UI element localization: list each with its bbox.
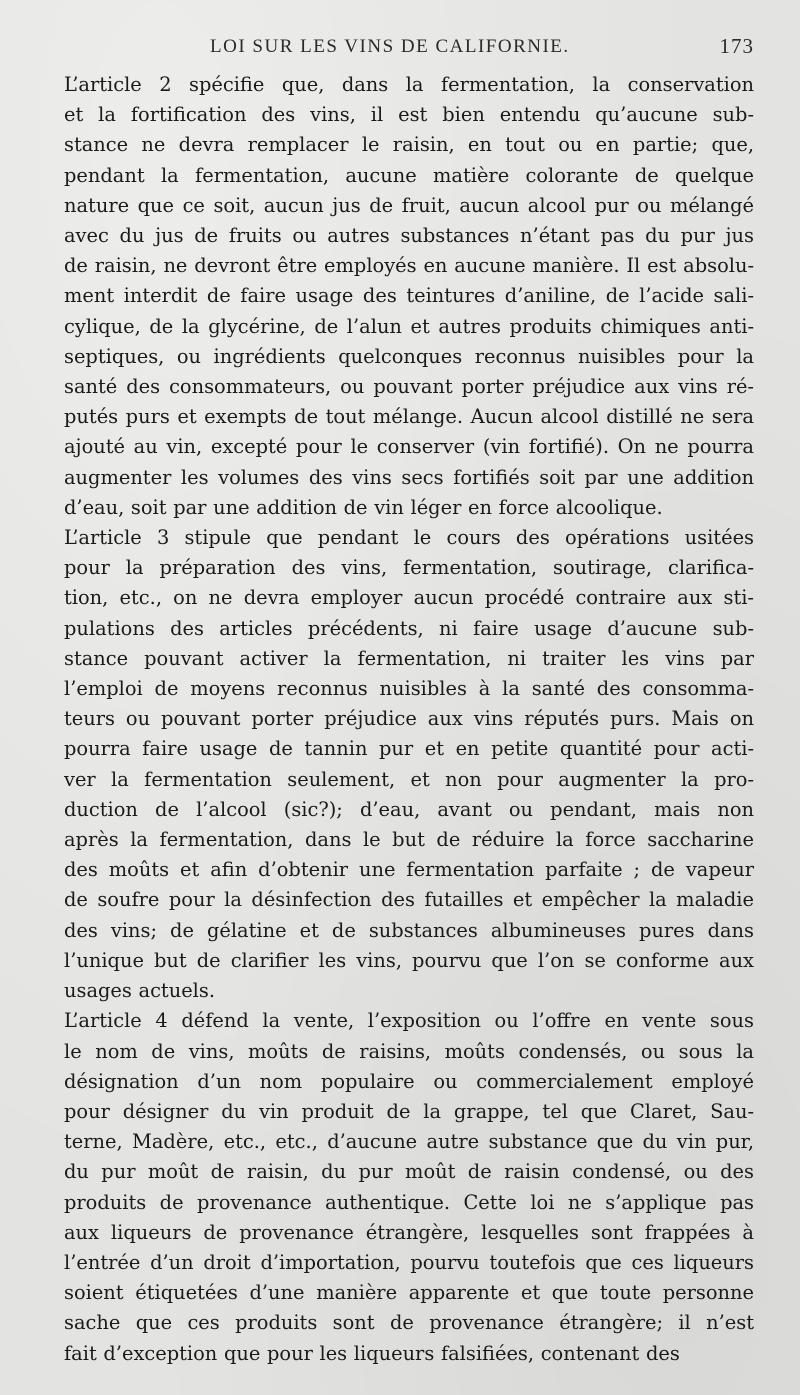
text-line: cylique, de la glycérine, de l’alun et autres produits chimiques anti- bbox=[64, 314, 754, 338]
text-line: aux liqueurs de provenance étrangère, lesquelles sont frappées à bbox=[64, 1220, 754, 1244]
running-head bbox=[50, 34, 754, 64]
text-line: désignation d’un nom populaire ou commercialement employé bbox=[64, 1069, 754, 1093]
text-line: ver la fermentation seulement, et non pour augmenter la pro- bbox=[64, 767, 754, 791]
text-line: tion, etc., on ne devra employer aucun procédé contraire aux sti- bbox=[64, 586, 754, 610]
text-line: santé des consommateurs, ou pouvant porter préjudice aux vins ré- bbox=[64, 375, 754, 399]
text-line: d’eau, soit par une addition de vin léger en force alcoolique. bbox=[64, 495, 663, 519]
text-line: le nom de vins, moûts de raisins, moûts condensés, ou sous la bbox=[64, 1039, 754, 1063]
text-line: septiques, ou ingrédients quelconques reconnus nuisibles pour la bbox=[64, 344, 754, 368]
text-line: ajouté au vin, excepté pour le conserver (vin fortifié). On ne pourra bbox=[64, 435, 754, 459]
text-line: l’entrée d’un droit d’importation, pourvu toutefois que ces liqueurs bbox=[64, 1250, 754, 1274]
text-line: soient étiquetées d’une manière apparente et que toute personne bbox=[64, 1281, 754, 1305]
text-line: pulations des articles précédents, ni faire usage d’aucune sub- bbox=[64, 616, 754, 640]
paragraph-article-3 bbox=[50, 523, 754, 1006]
text-line: pour la préparation des vins, fermentation, soutirage, clarifica- bbox=[64, 556, 754, 580]
text-line: après la fermentation, dans le but de réduire la force saccharine bbox=[64, 828, 754, 852]
text-line: sache que ces produits sont de provenance étrangère; il n’est bbox=[64, 1311, 754, 1335]
text-line: ment interdit de faire usage des teintures d’aniline, de l’acide sali- bbox=[64, 284, 754, 308]
body-text bbox=[50, 70, 754, 1369]
text-line: l’unique but de clarifier les vins, pourvu que l’on se conforme aux bbox=[64, 948, 754, 972]
text-line: teurs ou pouvant porter préjudice aux vins réputés purs. Mais on bbox=[64, 707, 754, 731]
text-line: de raisin, ne devront être employés en aucune manière. Il est absolu- bbox=[64, 254, 754, 278]
text-line: L’article 2 spécifie que, dans la fermentation, la conservation bbox=[64, 73, 754, 96]
text-line: l’emploi de moyens reconnus nuisibles à la santé des consomma- bbox=[64, 677, 754, 701]
text-line: L’article 4 défend la vente, l’exposition ou l’offre en vente sous bbox=[64, 1009, 754, 1033]
text-line: stance pouvant activer la fermentation, ni traiter les vins par bbox=[64, 646, 754, 670]
text-line: de soufre pour la désinfection des futailles et empêcher la maladie bbox=[64, 888, 754, 912]
text-line: des moûts et afin d’obtenir une fermentation parfaite ; de vapeur bbox=[64, 858, 754, 882]
text-line: pendant la fermentation, aucune matière colorante de quelque bbox=[64, 163, 754, 187]
paragraph-article-2 bbox=[50, 70, 754, 523]
text-line: augmenter les volumes des vins secs fortifiés soit par une addition bbox=[64, 465, 754, 489]
text-line: duction de l’alcool (sic?); d’eau, avant ou pendant, mais non bbox=[64, 797, 754, 821]
paragraph-article-4 bbox=[50, 1006, 754, 1368]
text-line: des vins; de gélatine et de substances albumineuses pures dans bbox=[64, 918, 754, 942]
text-line: pourra faire usage de tannin pur et en petite quantité pour acti- bbox=[64, 737, 754, 761]
text-line: terne, Madère, etc., etc., d’aucune autre substance que du vin pur, bbox=[64, 1130, 754, 1154]
text-line: pour désigner du vin produit de la grappe, tel que Claret, Sau- bbox=[64, 1099, 754, 1123]
page-number: 173 bbox=[719, 34, 754, 58]
text-line: du pur moût de raisin, du pur moût de raisin condensé, ou des bbox=[64, 1160, 754, 1184]
text-line: usages actuels. bbox=[64, 979, 215, 1003]
text-line: produits de provenance authentique. Cette loi ne s’applique pas bbox=[64, 1190, 754, 1214]
running-title: LOI SUR LES VINS DE CALIFORNIE. bbox=[210, 36, 570, 57]
text-line: L’article 3 stipule que pendant le cours des opérations usitées bbox=[64, 526, 754, 550]
text-line: avec du jus de fruits ou autres substances n’étant pas du pur jus bbox=[64, 224, 754, 248]
text-line: stance ne devra remplacer le raisin, en tout ou en partie; que, bbox=[64, 133, 754, 157]
text-line: nature que ce soit, aucun jus de fruit, aucun alcool pur ou mélangé bbox=[64, 193, 754, 217]
text-line: putés purs et exempts de tout mélange. Aucun alcool distillé ne sera bbox=[64, 405, 754, 429]
text-line: fait d’exception que pour les liqueurs falsifiées, contenant des bbox=[64, 1341, 680, 1365]
text-line: et la fortification des vins, il est bien entendu qu’aucune sub- bbox=[64, 103, 754, 127]
